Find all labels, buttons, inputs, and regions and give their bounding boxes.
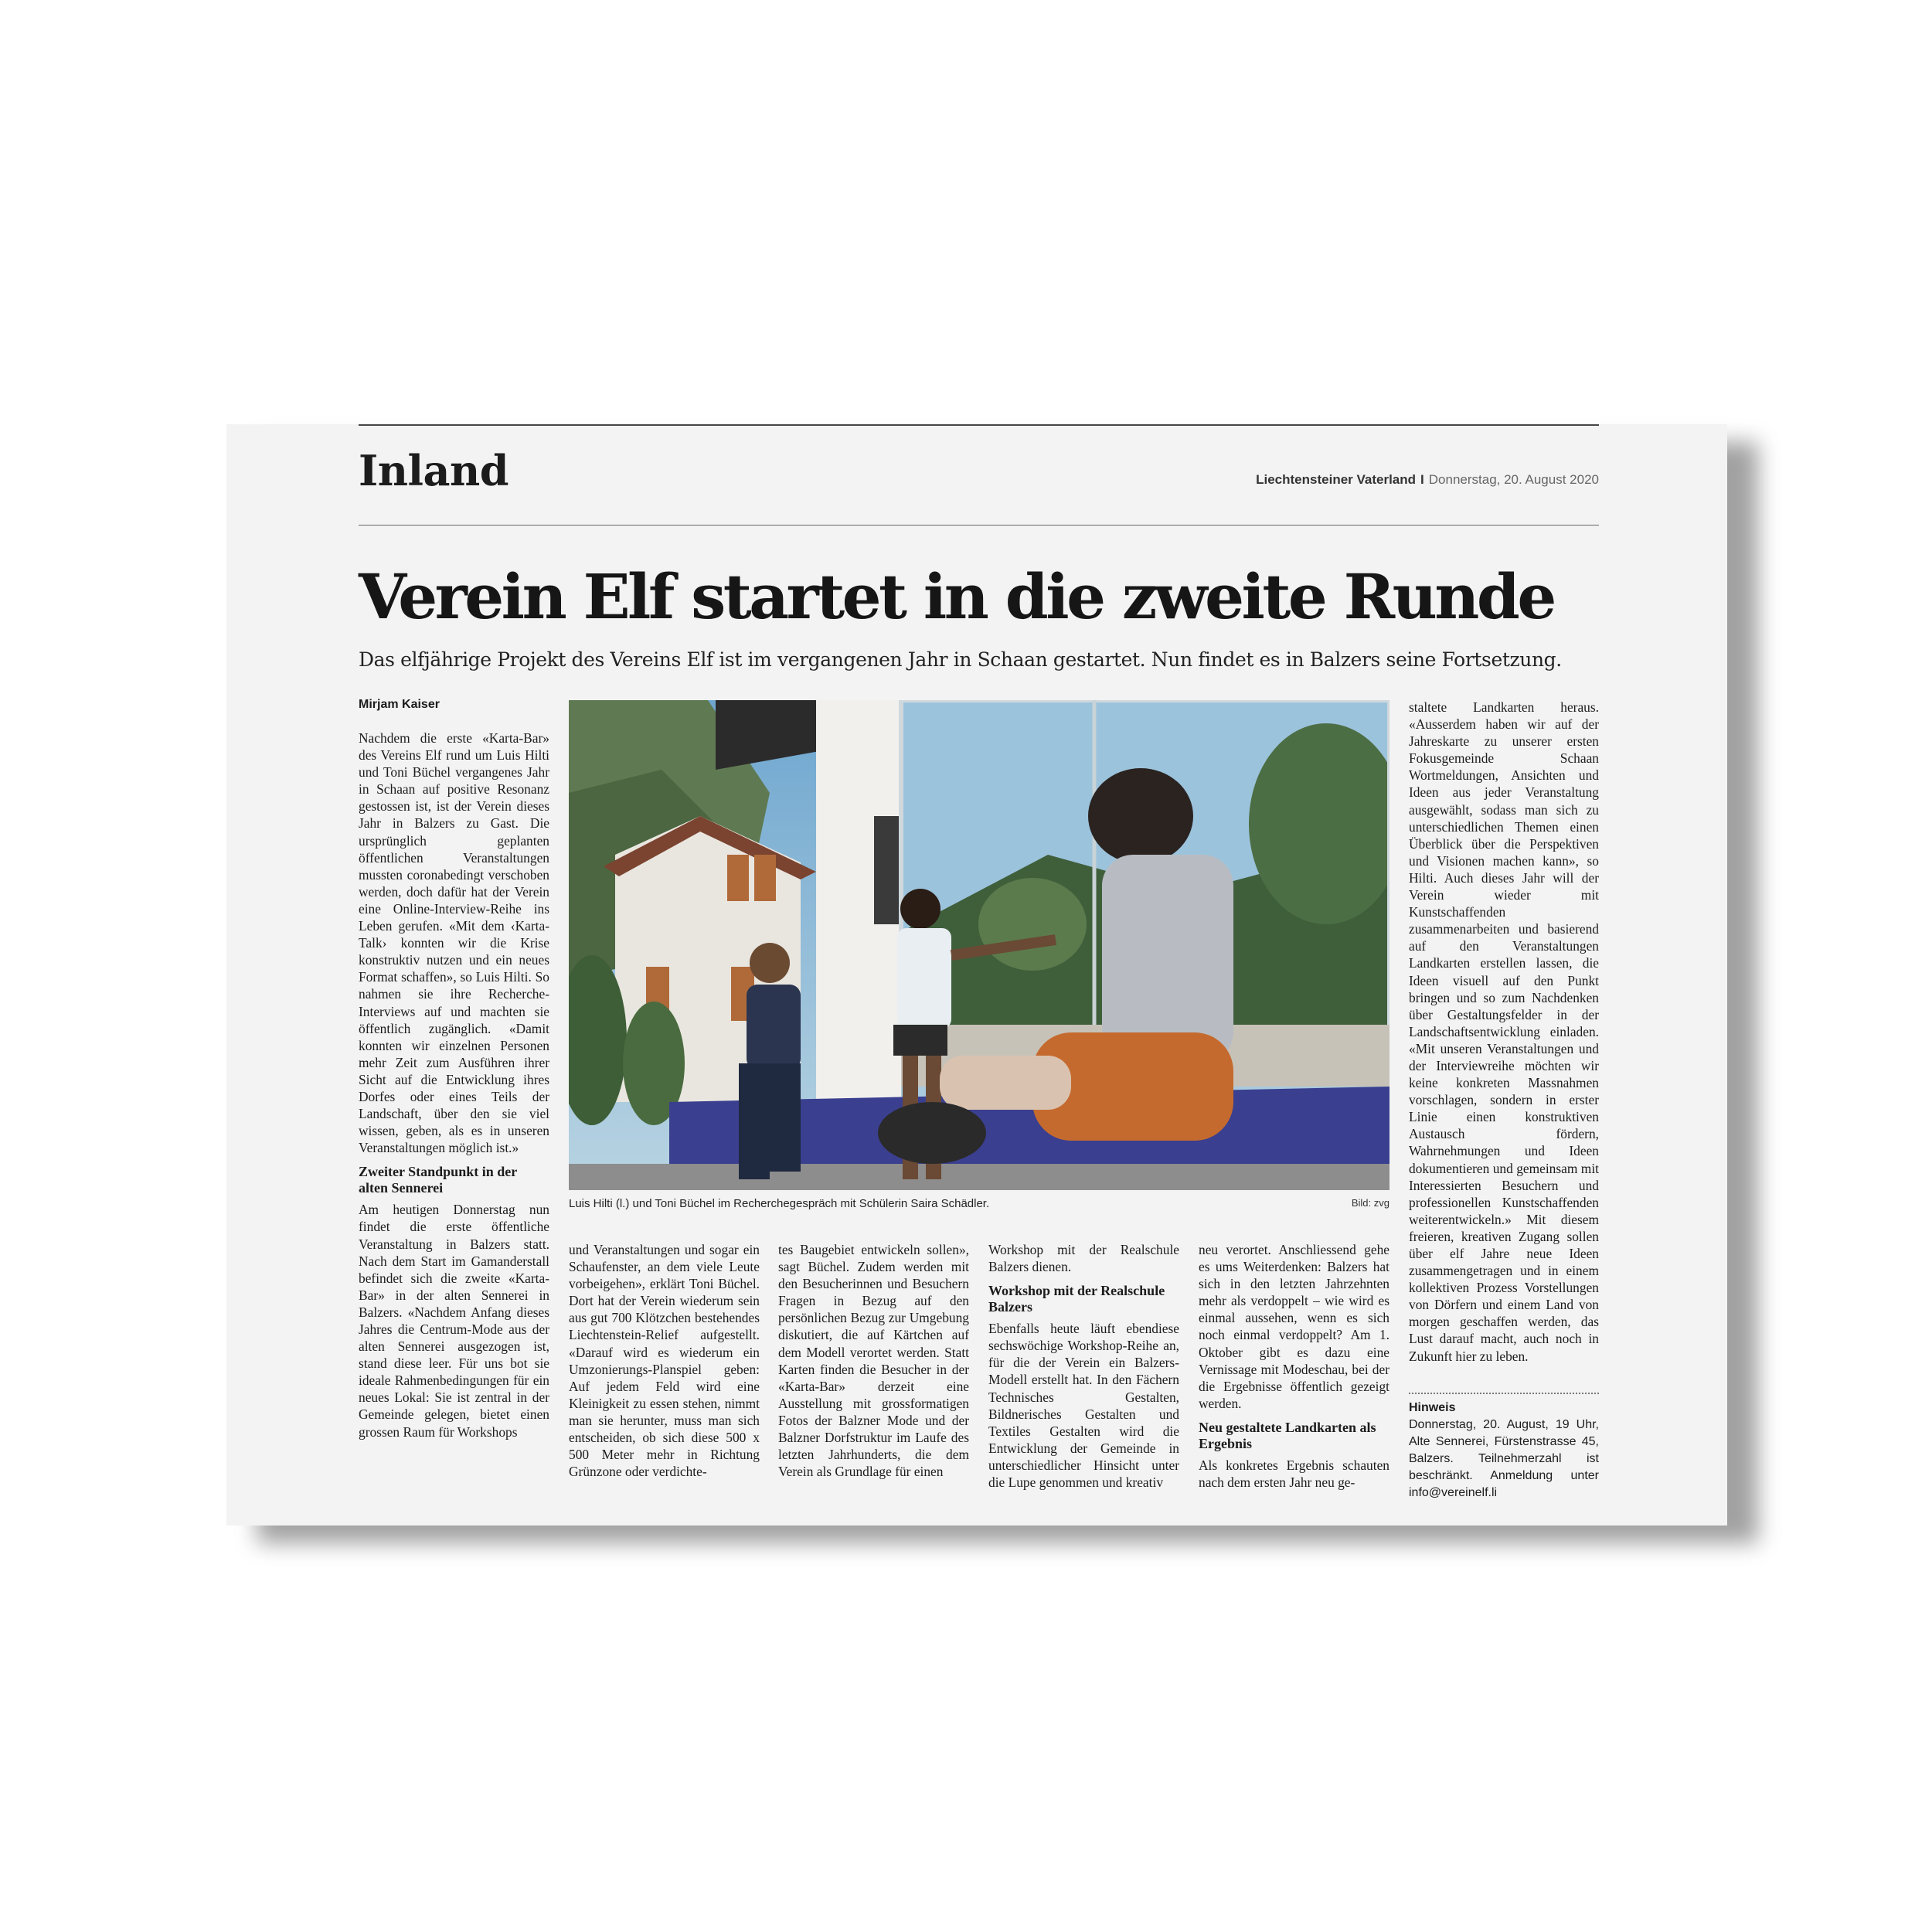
- column-6: [1409, 699, 1599, 1383]
- paragraph: neu verortet. Anschliessend gehe es ums Weiterdenken: Balzers hat sich in den letzten Jahrzehnten mehr als verdoppelt – wie wird es einmal aussehen, wenn es sich noch einmal verdoppelt? Am 1. Oktober gibt es dazu eine Vernissage mit Modeschau, bei der die Ergebnisse öffentlich gezeigt werden.: [1199, 1242, 1389, 1411]
- column-2: [569, 1241, 760, 1526]
- info-box: [1409, 1400, 1599, 1502]
- subheading-landkarten: Neu gestaltete Landkarten als Ergebnis: [1199, 1419, 1376, 1451]
- info-box-title: Hinweis: [1409, 1401, 1456, 1414]
- notice-divider: [1409, 1393, 1599, 1394]
- top-rule: [359, 424, 1599, 426]
- column-5: [1199, 1241, 1389, 1526]
- info-box-text: Donnerstag, 20. August, 19 Uhr, Alte Sennerei, Fürstenstrasse 45, Balzers. Teilnehmerzahl ist beschränkt. Anmeldung unter info@vereinelf.li: [1409, 1418, 1599, 1499]
- paragraph: tes Baugebiet entwickeln sollen», sagt Büchel. Zudem werden mit den Besucherinnen und Besuchern Fragen in Bezug auf den persönlichen Bezug zur Umgebung diskutiert, die auf Kärtchen auf dem Modell verortet werden. Statt Karten finden die Besucher in der «Karta-Bar» derzeit eine Ausstellung mit grossformatigen Fotos der Balzner Mode und der Balzner Dorfstruktur im Laufe des letzten Jahrhunderts, die dem Verein als Grundlage für einen: [778, 1242, 969, 1480]
- paragraph: Workshop mit der Realschule Balzers dienen.: [988, 1242, 1179, 1275]
- publication-date: Donnerstag, 20. August 2020: [1428, 472, 1599, 487]
- publication-name: Liechtensteiner Vaterland: [1256, 472, 1417, 487]
- paragraph: und Veranstaltungen und sogar ein Schaufenster, an dem viele Leute vorbeigehen», erklärt Toni Büchel. Dort hat der Verein wiederum sein aus gut 700 Klötzchen bestehendes Liechtenstein-Relief aufgestellt. «Darauf wird es wiederum ein Umzonierungs-Planspiel geben: Auf jedem Feld wird eine Kleinigkeit zu essen stehen, nimmt man sie herunter, muss man sich entscheiden, ob sich diese 500 x 500 Meter mehr in Richtung Grünzone oder verdichte-: [569, 1242, 760, 1480]
- paragraph: Ebenfalls heute läuft ebendiese sechswöchige Workshop-Reihe an, für die der Verein ein Balzers-Modell erstellt hat. In den Fächern Technisches Gestalten, Bildnerisches Gestalten und Textiles Gestalten wird die Entwicklung der Gemeinde in unterschiedlicher Hinsicht unter die Lupe genommen und kreativ: [988, 1321, 1179, 1491]
- subheading-standpunkt: Zweiter Standpunkt in der alten Sennerei: [359, 1164, 517, 1196]
- subheading-workshop: Workshop mit der Realschule Balzers: [988, 1283, 1165, 1315]
- paragraph: Als konkretes Ergebnis schauten nach dem ersten Jahr neu ge-: [1199, 1457, 1389, 1491]
- newspaper-page: [226, 424, 1727, 1526]
- article-headline: Verein Elf startet in die zweite Runde: [359, 560, 1554, 633]
- author-byline: Mirjam Kaiser: [359, 698, 440, 711]
- photo-illustration: [569, 700, 1389, 1190]
- section-title: Inland: [359, 446, 509, 495]
- paragraph: Nachdem die erste «Karta-Bar» des Vereins Elf rund um Luis Hilti und Toni Büchel vergangenes Jahr in Schaan auf positive Resonanz gestossen ist, ist der Verein dieses Jahr in Balzers zu Gast. Die ursprünglich geplanten öffentlichen Veranstaltungen mussten coronabedingt verschoben werden, doch dafür hat der Verein eine Online-Interview-Reihe ins Leben gerufen. «Mit dem ‹Karta-Talk› konnten wir die Krise konstruktiv nutzen und ein neues Format schaffen», so Luis Hilti. So nahmen sie ihre Recherche-Interviews auf und machten sie öffentlich zugänglich. «Damit konnten wir einzelnen Personen mehr Zeit zum Ausführen ihrer Sicht auf die Entwicklung ihres Dorfes oder eines Teils der Landschaft, über den sie viel wissen, geben, als es in unseren Veranstaltungen möglich ist.»: [359, 730, 549, 1156]
- article-photo: [569, 700, 1389, 1190]
- column-3: [778, 1241, 969, 1526]
- paragraph: staltete Landkarten heraus. «Ausserdem haben wir auf der Jahreskarte zu unserer ersten Fokusgemeinde Schaan Wortmeldungen, Ansichten und Ideen aus jeder Veranstaltung ausgewählt, sodass man sich zu unterschiedlichen Themen einen Überblick über die Perspektiven und Visionen machen kann», so Hilti. Auch dieses Jahr will der Verein wieder mit Kunstschaffenden zusammenarbeiten und basierend auf den Veranstaltungen Landkarten erstellen lassen, die Ideen visuell auf den Punkt bringen und so zum Nachdenken über Gestaltungsfelder in der Landschaftsentwicklung einladen. «Mit unseren Veranstaltungen und der Interviewreihe möchten wir keine konkreten Massnahmen vorschlagen, sondern in erster Linie einen konstruktiven Austausch fördern, Wahrnehmungen und Ideen dokumentieren und gemeinsam mit Interessierten Besuchern und professionellen Kunstschaffenden weiterentwickeln.» Mit diesem freieren, kreativen Zugang sollen über elf Jahre neue Ideen zusammengetragen und in einem kollektiven Prozess Vorstellungen von Dörfern und einem Land von morgen geschaffen werden, das Lust darauf macht, auch noch in Zukunft hier zu leben.: [1409, 699, 1599, 1364]
- masthead-separator: I: [1420, 472, 1424, 487]
- paragraph: Am heutigen Donnerstag nun findet die erste öffentliche Veranstaltung in Balzers statt. Nach dem Start im Gamanderstall befindet sich die zweite «Karta-Bar» in der alten Sennerei in Balzers. «Nachdem Anfang dieses Jahres die Centrum-Mode aus der alten Sennerei ausgezogen ist, stand diese leer. Für uns bot sie ideale Rahmenbedingungen für ein neues Lokal: Sie ist zentral in der Gemeinde gelegen, bietet einen grossen Raum für Workshops: [359, 1202, 549, 1440]
- photo-credit: Bild: zvg: [1351, 1197, 1389, 1209]
- masthead: [1256, 472, 1599, 488]
- photo-caption-row: [569, 1197, 1389, 1210]
- article-subhead: Das elfjährige Projekt des Vereins Elf ist im vergangenen Jahr in Schaan gestartet. Nun findet es in Balzers seine Fortsetzung.: [359, 648, 1562, 671]
- column-4: [988, 1241, 1179, 1526]
- header-rule: [359, 525, 1599, 526]
- page-content: [359, 424, 1599, 1526]
- column-1: [359, 730, 549, 1526]
- photo-caption: Luis Hilti (l.) und Toni Büchel im Recherchegespräch mit Schülerin Saira Schädler.: [569, 1197, 990, 1210]
